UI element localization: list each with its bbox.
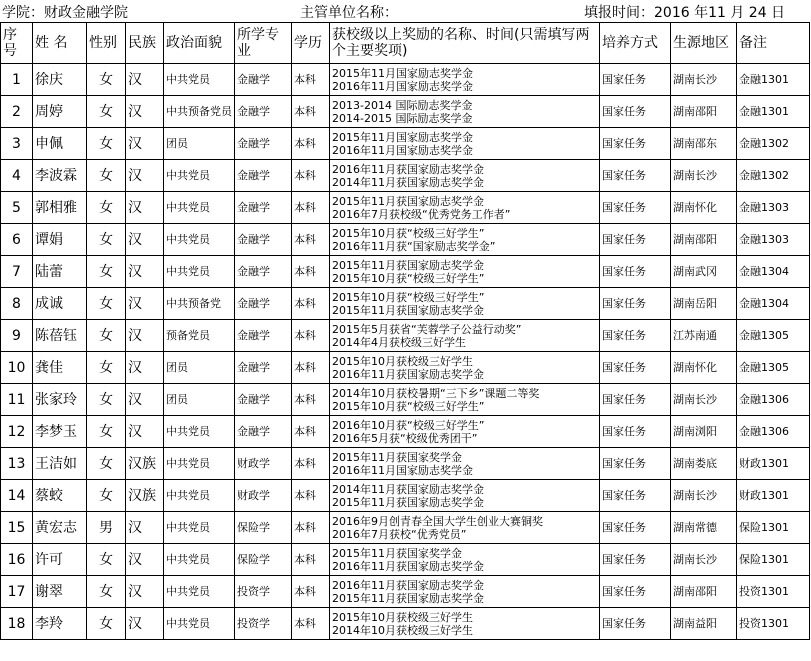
gender: 女 [87, 608, 126, 640]
education: 本科 [292, 256, 330, 288]
student-name: 周婷 [33, 96, 87, 128]
award-line: 2015年10月获“校级三好学生” [332, 271, 485, 285]
student-name: 许可 [33, 544, 87, 576]
major: 投资学 [235, 608, 292, 640]
table-row [1, 64, 810, 96]
student-name: 李波霖 [33, 160, 87, 192]
award-line: 2015年11月获国家励志奖学金 [332, 194, 484, 208]
award-line: 2015年11月国家励志奖学金 [332, 130, 473, 144]
training-mode: 国家任务 [600, 256, 671, 288]
remark: 投资1301 [737, 576, 810, 608]
origin-region: 湖南长沙 [671, 384, 737, 416]
education: 本科 [292, 384, 330, 416]
row-number: 12 [1, 416, 33, 448]
origin-region: 湖南邵东 [671, 128, 737, 160]
ethnicity: 汉 [126, 384, 164, 416]
row-number: 6 [1, 224, 33, 256]
award-line: 2016年7月获校“优秀党员” [332, 527, 467, 541]
origin-region: 湖南益阳 [671, 608, 737, 640]
remark: 投资1301 [737, 608, 810, 640]
student-name: 黄宏志 [33, 512, 87, 544]
row-number: 8 [1, 288, 33, 320]
student-name: 李羚 [33, 608, 87, 640]
award-line: 2016年10月获“校级三好学生” [332, 418, 485, 432]
training-mode: 国家任务 [600, 608, 671, 640]
award-line: 2013-2014 国际励志奖学金 [332, 98, 473, 112]
row-number: 9 [1, 320, 33, 352]
major: 金融学 [235, 64, 292, 96]
student-name: 申佩 [33, 128, 87, 160]
gender: 女 [87, 64, 126, 96]
award-line: 2016年11月获“国家励志奖学金” [332, 239, 496, 253]
col-header: 获校级以上奖励的名称、时间(只需填写两个主要奖项) [330, 23, 600, 64]
awards-cell [330, 416, 600, 448]
student-name: 王洁如 [33, 448, 87, 480]
col-header: 所学专业 [235, 23, 292, 64]
student-name: 龚佳 [33, 352, 87, 384]
ethnicity: 汉 [126, 128, 164, 160]
education: 本科 [292, 416, 330, 448]
education: 本科 [292, 448, 330, 480]
remark: 金融1306 [737, 416, 810, 448]
training-mode: 国家任务 [600, 544, 671, 576]
remark: 金融1305 [737, 352, 810, 384]
remark: 金融1303 [737, 192, 810, 224]
political-status: 预备党员 [164, 320, 235, 352]
major: 金融学 [235, 192, 292, 224]
origin-region: 江苏南通 [671, 320, 737, 352]
supervisor-label: 主管单位名称： [300, 5, 398, 21]
training-mode: 国家任务 [600, 512, 671, 544]
major: 财政学 [235, 448, 292, 480]
education: 本科 [292, 128, 330, 160]
row-number: 10 [1, 352, 33, 384]
sheet-header [0, 0, 811, 22]
student-name: 陆蕾 [33, 256, 87, 288]
fill-date-label: 填报时间：2016 年11 月 24 日 [584, 5, 786, 21]
education: 本科 [292, 352, 330, 384]
training-mode: 国家任务 [600, 416, 671, 448]
ethnicity: 汉 [126, 96, 164, 128]
row-number: 13 [1, 448, 33, 480]
ethnicity: 汉 [126, 288, 164, 320]
table-row [1, 96, 810, 128]
education: 本科 [292, 576, 330, 608]
award-line: 2016年11月获国家励志奖学金 [332, 578, 484, 592]
ethnicity: 汉 [126, 192, 164, 224]
major: 金融学 [235, 256, 292, 288]
col-header: 序号 [1, 23, 33, 64]
ethnicity: 汉族 [126, 448, 164, 480]
table-row [1, 480, 810, 512]
table-row [1, 128, 810, 160]
major: 金融学 [235, 384, 292, 416]
remark: 金融1303 [737, 224, 810, 256]
award-line: 2015年10月获“校级三好学生” [332, 290, 485, 304]
col-header: 备注 [737, 23, 810, 64]
gender: 女 [87, 320, 126, 352]
gender: 女 [87, 480, 126, 512]
remark: 金融1302 [737, 128, 810, 160]
awards-cell [330, 64, 600, 96]
training-mode: 国家任务 [600, 384, 671, 416]
gender: 女 [87, 256, 126, 288]
award-line: 2014年4月获校级三好学生 [332, 335, 466, 349]
ethnicity: 汉 [126, 64, 164, 96]
training-mode: 国家任务 [600, 64, 671, 96]
award-line: 2014年11月获国家励志奖学金 [332, 482, 484, 496]
student-name: 陈蓓钰 [33, 320, 87, 352]
ethnicity: 汉 [126, 256, 164, 288]
remark: 金融1304 [737, 256, 810, 288]
political-status: 中共预备党 [164, 288, 235, 320]
col-header: 生源地区 [671, 23, 737, 64]
award-line: 2016年11月获国家励志奖学金 [332, 367, 484, 381]
major: 投资学 [235, 576, 292, 608]
ethnicity: 汉 [126, 576, 164, 608]
major: 金融学 [235, 320, 292, 352]
origin-region: 湖南邵阳 [671, 96, 737, 128]
award-line: 2015年10月获校级三好学生 [332, 354, 473, 368]
awards-cell [330, 480, 600, 512]
education: 本科 [292, 192, 330, 224]
origin-region: 湖南邵阳 [671, 224, 737, 256]
political-status: 中共党员 [164, 480, 235, 512]
row-number: 3 [1, 128, 33, 160]
education: 本科 [292, 544, 330, 576]
training-mode: 国家任务 [600, 192, 671, 224]
remark: 金融1304 [737, 288, 810, 320]
political-status: 中共党员 [164, 160, 235, 192]
table-row [1, 352, 810, 384]
award-line: 2015年11月获国家奖学金 [332, 450, 462, 464]
training-mode: 国家任务 [600, 288, 671, 320]
training-mode: 国家任务 [600, 160, 671, 192]
col-header: 民族 [126, 23, 164, 64]
student-award-table [0, 22, 810, 640]
student-name: 蔡蛟 [33, 480, 87, 512]
training-mode: 国家任务 [600, 480, 671, 512]
awards-cell [330, 384, 600, 416]
education: 本科 [292, 288, 330, 320]
gender: 女 [87, 576, 126, 608]
gender: 女 [87, 352, 126, 384]
political-status: 中共党员 [164, 544, 235, 576]
political-status: 中共党员 [164, 608, 235, 640]
award-line: 2015年10月获“校级三好学生” [332, 226, 485, 240]
awards-cell [330, 544, 600, 576]
row-number: 14 [1, 480, 33, 512]
training-mode: 国家任务 [600, 320, 671, 352]
awards-cell [330, 608, 600, 640]
major: 金融学 [235, 96, 292, 128]
award-line: 2014年11月获国家励志奖学金 [332, 175, 484, 189]
major: 金融学 [235, 160, 292, 192]
major: 保险学 [235, 512, 292, 544]
college-label: 学院：财政金融学院 [2, 5, 128, 21]
awards-cell [330, 192, 600, 224]
education: 本科 [292, 480, 330, 512]
award-line: 2016年11月国家励志奖学金 [332, 143, 473, 157]
awards-cell [330, 160, 600, 192]
award-line: 2015年11月获国家励志奖学金 [332, 303, 484, 317]
table-header-row [1, 23, 810, 64]
award-line: 2015年11月获国家励志奖学金 [332, 258, 484, 272]
political-status: 中共预备党员 [164, 96, 235, 128]
major: 金融学 [235, 416, 292, 448]
awards-cell [330, 576, 600, 608]
remark: 金融1302 [737, 160, 810, 192]
major: 金融学 [235, 352, 292, 384]
row-number: 4 [1, 160, 33, 192]
major: 财政学 [235, 480, 292, 512]
remark: 金融1301 [737, 96, 810, 128]
gender: 女 [87, 544, 126, 576]
awards-cell [330, 96, 600, 128]
gender: 女 [87, 288, 126, 320]
award-line: 2014-2015 国际励志奖学金 [332, 111, 473, 125]
training-mode: 国家任务 [600, 448, 671, 480]
ethnicity: 汉 [126, 544, 164, 576]
major: 金融学 [235, 128, 292, 160]
student-name: 谢翠 [33, 576, 87, 608]
award-line: 2015年10月获“校级三好学生” [332, 399, 485, 413]
remark: 金融1306 [737, 384, 810, 416]
political-status: 团员 [164, 384, 235, 416]
gender: 女 [87, 192, 126, 224]
table-row [1, 416, 810, 448]
col-header: 培养方式 [600, 23, 671, 64]
political-status: 中共党员 [164, 256, 235, 288]
origin-region: 湖南长沙 [671, 480, 737, 512]
major: 保险学 [235, 544, 292, 576]
row-number: 2 [1, 96, 33, 128]
political-status: 中共党员 [164, 576, 235, 608]
training-mode: 国家任务 [600, 224, 671, 256]
origin-region: 湖南武冈 [671, 256, 737, 288]
origin-region: 湖南岳阳 [671, 288, 737, 320]
award-line: 2015年11月获国家励志奖学金 [332, 591, 484, 605]
origin-region: 湖南浏阳 [671, 416, 737, 448]
gender: 女 [87, 224, 126, 256]
award-line: 2016年9月创青春全国大学生创业大赛铜奖 [332, 514, 543, 528]
table-row [1, 384, 810, 416]
political-status: 团员 [164, 128, 235, 160]
row-number: 1 [1, 64, 33, 96]
ethnicity: 汉 [126, 160, 164, 192]
remark: 金融1305 [737, 320, 810, 352]
table-row [1, 608, 810, 640]
table-row [1, 224, 810, 256]
origin-region: 湖南怀化 [671, 192, 737, 224]
gender: 女 [87, 128, 126, 160]
award-line: 2015年5月获省“芙蓉学子公益行动奖” [332, 322, 522, 336]
row-number: 17 [1, 576, 33, 608]
political-status: 中共党员 [164, 416, 235, 448]
awards-cell [330, 128, 600, 160]
political-status: 中共党员 [164, 512, 235, 544]
ethnicity: 汉 [126, 352, 164, 384]
political-status: 中共党员 [164, 192, 235, 224]
origin-region: 湖南怀化 [671, 352, 737, 384]
student-name: 张家玲 [33, 384, 87, 416]
education: 本科 [292, 64, 330, 96]
gender: 女 [87, 416, 126, 448]
training-mode: 国家任务 [600, 576, 671, 608]
political-status: 中共党员 [164, 448, 235, 480]
award-line: 2014年10月获校级三好学生 [332, 623, 473, 637]
ethnicity: 汉 [126, 320, 164, 352]
row-number: 15 [1, 512, 33, 544]
awards-cell [330, 448, 600, 480]
row-number: 18 [1, 608, 33, 640]
gender: 男 [87, 512, 126, 544]
award-line: 2016年7月获校级“优秀党务工作者” [332, 207, 511, 221]
col-header: 学历 [292, 23, 330, 64]
table-row [1, 160, 810, 192]
ethnicity: 汉 [126, 512, 164, 544]
political-status: 中共党员 [164, 64, 235, 96]
ethnicity: 汉 [126, 224, 164, 256]
origin-region: 湖南长沙 [671, 160, 737, 192]
award-line: 2015年11月国家励志奖学金 [332, 66, 473, 80]
political-status: 中共党员 [164, 224, 235, 256]
award-line: 2014年10月获校暑期“三下乡”课题二等奖 [332, 386, 540, 400]
origin-region: 湖南娄底 [671, 448, 737, 480]
gender: 女 [87, 160, 126, 192]
education: 本科 [292, 512, 330, 544]
major: 金融学 [235, 288, 292, 320]
award-line: 2015年10月获校级三好学生 [332, 610, 473, 624]
table-row [1, 448, 810, 480]
training-mode: 国家任务 [600, 352, 671, 384]
remark: 金融1301 [737, 64, 810, 96]
ethnicity: 汉 [126, 416, 164, 448]
awards-cell [330, 320, 600, 352]
remark: 保险1301 [737, 512, 810, 544]
award-line: 2016年11月国家励志奖学金 [332, 79, 473, 93]
student-name: 徐庆 [33, 64, 87, 96]
table-row [1, 288, 810, 320]
col-header: 性别 [87, 23, 126, 64]
award-line: 2016年11月获国家励志奖学金 [332, 162, 484, 176]
student-name: 李梦玉 [33, 416, 87, 448]
student-name: 成诚 [33, 288, 87, 320]
ethnicity: 汉族 [126, 480, 164, 512]
remark: 财政1301 [737, 480, 810, 512]
education: 本科 [292, 160, 330, 192]
table-row [1, 320, 810, 352]
student-name: 谭娟 [33, 224, 87, 256]
table-row [1, 576, 810, 608]
award-line: 2016年11月国家励志奖学金 [332, 463, 473, 477]
remark: 保险1301 [737, 544, 810, 576]
award-line: 2016年5月获“校级优秀团干” [332, 431, 478, 445]
table-row [1, 256, 810, 288]
row-number: 11 [1, 384, 33, 416]
political-status: 团员 [164, 352, 235, 384]
gender: 女 [87, 384, 126, 416]
student-name: 郭相雅 [33, 192, 87, 224]
education: 本科 [292, 224, 330, 256]
education: 本科 [292, 608, 330, 640]
major: 金融学 [235, 224, 292, 256]
row-number: 7 [1, 256, 33, 288]
origin-region: 湖南长沙 [671, 544, 737, 576]
gender: 女 [87, 96, 126, 128]
training-mode: 国家任务 [600, 128, 671, 160]
remark: 财政1301 [737, 448, 810, 480]
award-line: 2016年11月获国家励志奖学金 [332, 559, 484, 573]
col-header: 政治面貌 [164, 23, 235, 64]
awards-cell [330, 256, 600, 288]
row-number: 5 [1, 192, 33, 224]
table-row [1, 512, 810, 544]
award-line: 2015年11月获国家励志奖学金 [332, 495, 484, 509]
gender: 女 [87, 448, 126, 480]
table-row [1, 544, 810, 576]
origin-region: 湖南长沙 [671, 64, 737, 96]
awards-cell [330, 288, 600, 320]
table-row [1, 192, 810, 224]
awards-cell [330, 512, 600, 544]
col-header: 姓 名 [33, 23, 87, 64]
awards-cell [330, 224, 600, 256]
row-number: 16 [1, 544, 33, 576]
awards-cell [330, 352, 600, 384]
origin-region: 湖南邵阳 [671, 576, 737, 608]
award-line: 2015年11月获国家奖学金 [332, 546, 462, 560]
origin-region: 湖南常德 [671, 512, 737, 544]
education: 本科 [292, 320, 330, 352]
education: 本科 [292, 96, 330, 128]
ethnicity: 汉 [126, 608, 164, 640]
training-mode: 国家任务 [600, 96, 671, 128]
